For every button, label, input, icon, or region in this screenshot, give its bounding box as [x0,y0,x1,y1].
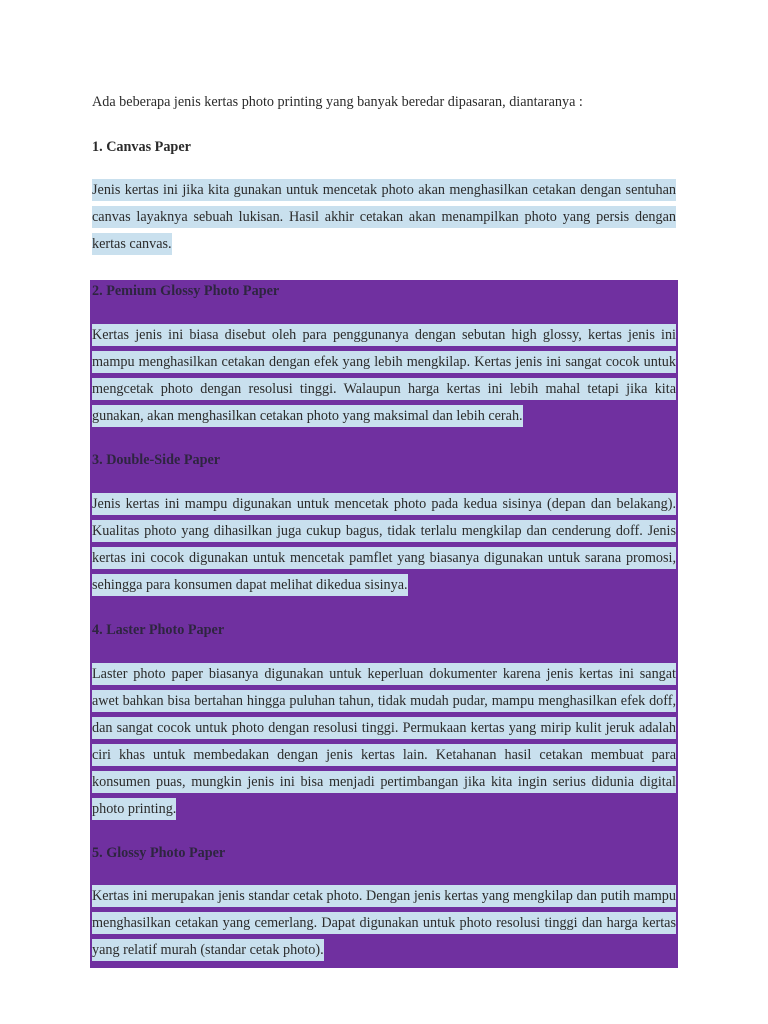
section-heading-glossy-photo [92,844,676,862]
section-body-double-side [92,491,676,599]
section-heading-text: 3. Double-Side Paper [92,452,221,468]
section-heading-double-side [92,451,676,469]
section-heading-text: 5. Glossy Photo Paper [92,845,226,861]
section-heading-text: 2. Pemium Glossy Photo Paper [92,283,280,299]
section-body-premium-glossy [92,322,676,430]
section-body-laster-photo [92,661,676,823]
highlighted-text: Jenis kertas ini jika kita gunakan untuk mencetak photo akan menghasilkan cetakan dengan sentuhan canvas layaknya sebuah lukisan. Hasil akhir cetakan akan menampilkan photo yang persis dengan kertas canvas. [92,179,676,255]
section-heading-premium-glossy [92,282,676,300]
section-heading-text: 4. Laster Photo Paper [92,622,225,638]
section-body-glossy-photo [92,883,676,964]
section-heading-laster-photo [92,621,676,639]
highlighted-text: Kertas jenis ini biasa disebut oleh para penggunanya dengan sebutan high glossy, kertas jenis ini mampu menghasilkan cetakan dengan efek yang lebih mengkilap. Kertas jenis ini sangat cocok untuk mengcetak photo dengan resolusi tinggi. Walaupun harga kertas ini lebih mahal tetapi jika kita gunakan, akan menghasilkan cetakan photo yang maksimal dan lebih cerah. [92,324,676,427]
intro-text: Ada beberapa jenis kertas photo printing yang banyak beredar dipasaran, diantaranya : [92,94,583,110]
highlighted-text: Jenis kertas ini mampu digunakan untuk mencetak photo pada kedua sisinya (depan dan belakang). Kualitas photo yang dihasilkan juga cukup bagus, tidak terlalu mengkilap dan cenderung doff. Jenis kertas ini cocok digunakan untuk mencetak pamflet yang biasanya digunakan untuk sarana promosi, sehingga para konsumen dapat melihat dikedua sisinya. [92,493,676,596]
highlighted-text: Kertas ini merupakan jenis standar cetak photo. Dengan jenis kertas yang mengkilap dan putih mampu menghasilkan cetakan yang cemerlang. Dapat digunakan untuk photo resolusi tinggi dan harga kertas yang relatif murah (standar cetak photo). [92,885,676,961]
section-body-canvas-paper [92,177,676,258]
section-heading-canvas-paper: 1. Canvas Paper [92,139,191,155]
highlighted-text: Laster photo paper biasanya digunakan untuk keperluan dokumenter karena jenis kertas ini sangat awet bahkan bisa bertahan hingga puluhan tahun, tidak mudah pudar, mampu menghasilkan efek doff, dan sangat cocok untuk photo dengan resolusi tinggi. Permukaan kertas yang mirip kulit jeruk adalah ciri khas untuk membedakan dengan jenis kertas lain. Ketahanan hasil cetakan membuat para konsumen puas, mungkin jenis ini bisa menjadi pertimbangan jika kita ingin serius didunia digital photo printing. [92,663,676,820]
